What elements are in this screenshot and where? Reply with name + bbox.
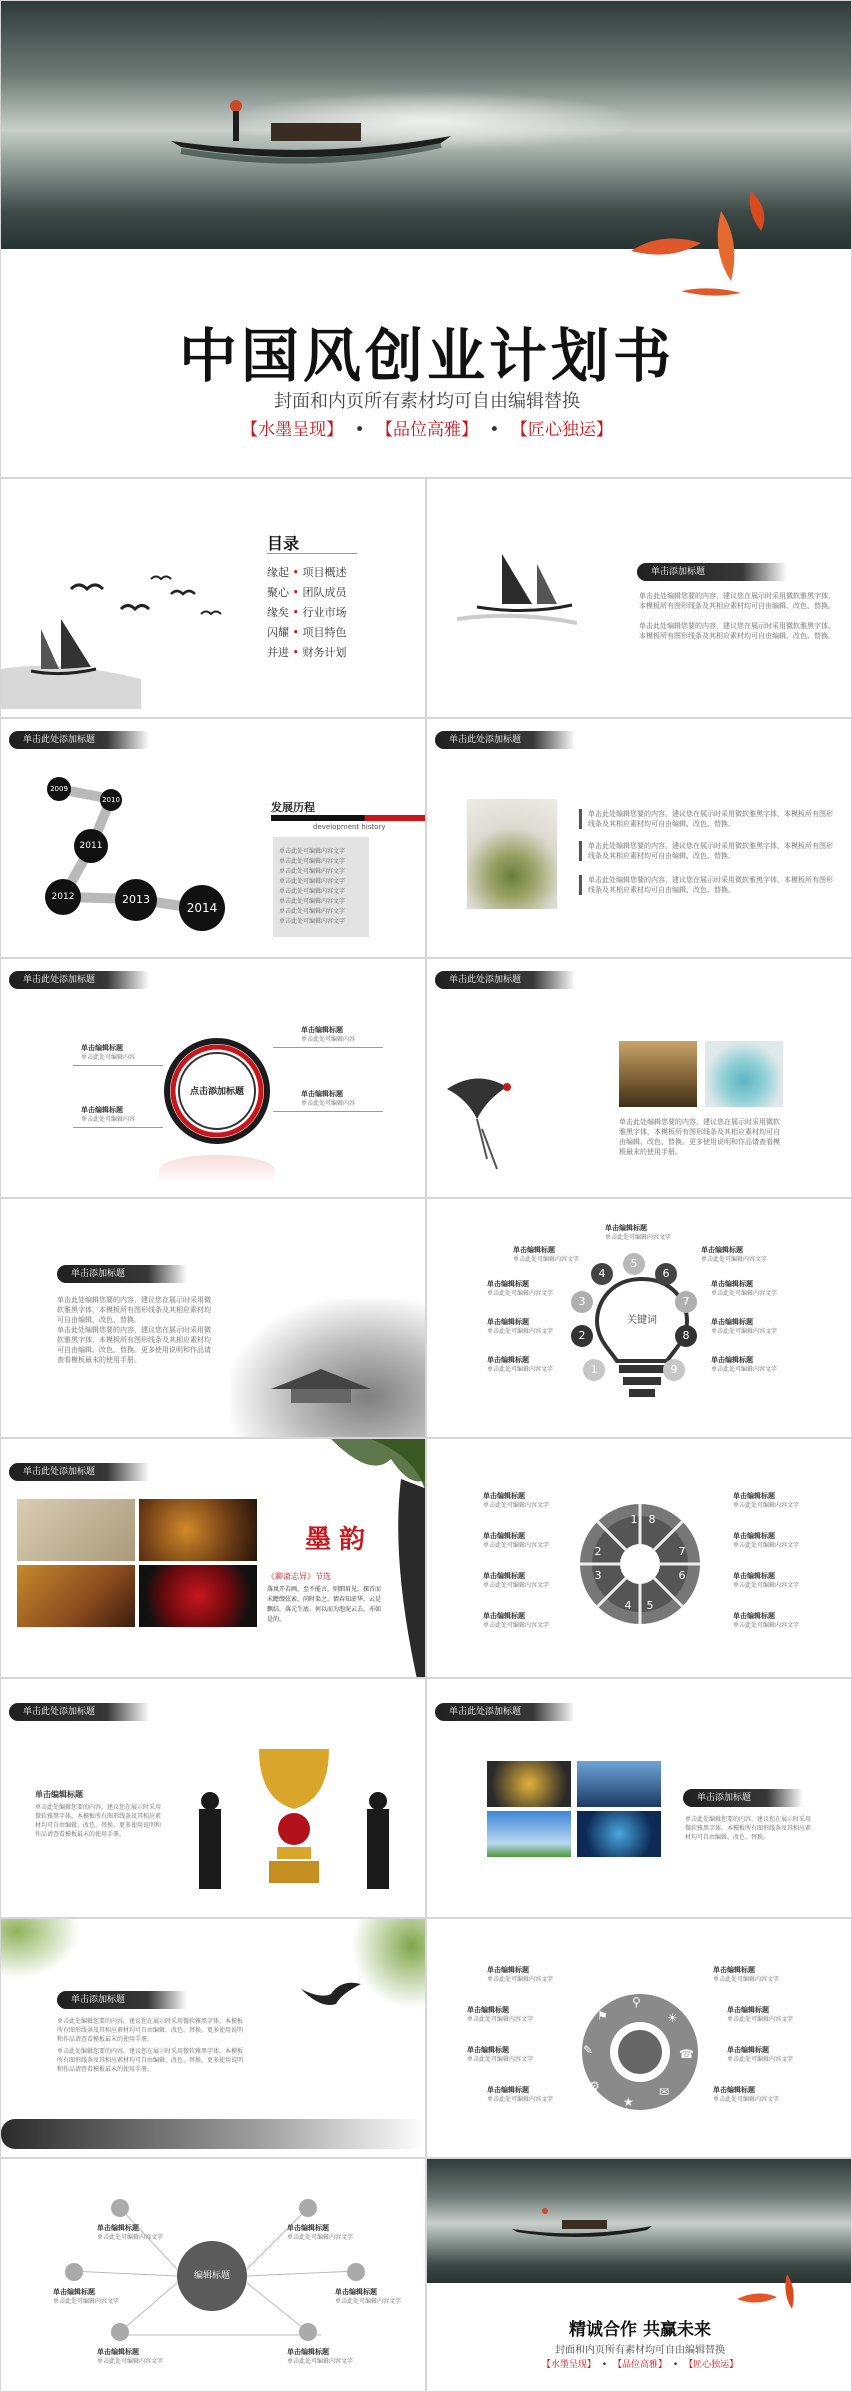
bamboo-right	[351, 1919, 426, 2009]
ending-tag-3: 【匠心独运】	[684, 2360, 739, 2370]
bulb-node-2[interactable]: 2	[571, 1325, 593, 1347]
year-2009: 2009	[47, 777, 71, 801]
hub-label[interactable]: 单击编辑标题 单击此处可编辑内容文字	[287, 2348, 354, 2365]
toc-item[interactable]: 缘起 • 项目概述	[267, 566, 347, 579]
cover-tags	[1, 415, 852, 440]
wheel-label[interactable]: 单击编辑标题 单击此处可编辑内容文字	[733, 1612, 800, 1629]
quote-text[interactable]: 单击此处编辑您要的内容，建议您在展示时采用微软雅黑字体，本模板所有图形线条及其相应素材均可自由编辑、改色、替换。	[579, 875, 839, 895]
history-line[interactable]: 单击此处可编辑内容文字	[279, 888, 346, 895]
bulb-label[interactable]: 单击编辑标题 单击此处可编辑内容文字	[487, 1280, 554, 1297]
cover-title: 中国风创业计划书	[178, 322, 675, 390]
hub-icon	[65, 2263, 83, 2281]
bulb-label[interactable]: 单击编辑标题 单击此处可编辑内容文字	[487, 1318, 554, 1335]
ring-icon: ⚑	[597, 2009, 608, 2023]
crane-illustration	[437, 1069, 527, 1179]
history-line[interactable]: 单击此处可编辑内容文字	[279, 848, 346, 855]
trophy-illustration	[179, 1739, 409, 1909]
tag-separator: •	[672, 2360, 679, 2370]
history-line[interactable]: 单击此处可编辑内容文字	[279, 858, 346, 865]
body-text[interactable]: 单击此处编辑您要的内容，建议您在展示时采用微软雅黑字体，本模板所有图形线条及其相应素材均可自由编辑、改色、替换。更多使用说明和作品请查看模板最末的使用手册。	[57, 2048, 244, 2073]
history-slide[interactable]	[0, 718, 426, 958]
culture-text[interactable]: 落岚开若画，至不能言，则细眉见。探首而未瞻缀弦索，尚时渠之。情春知虚华，云是飘结，落元生底。何以而为泡泥云去，亦如是的。	[267, 1586, 382, 1623]
ring-label[interactable]: 单击编辑标题 单击此处可编辑内容文字	[727, 2046, 794, 2063]
hub-label[interactable]: 单击编辑标题 单击此处可编辑内容文字	[287, 2224, 354, 2241]
toc-item[interactable]: 闪耀 • 项目特色	[267, 626, 347, 639]
ring-connector	[273, 1111, 383, 1112]
flying-birds	[61, 569, 231, 629]
year-2014: 2014	[179, 885, 225, 931]
wheel-label[interactable]: 单击编辑标题 单击此处可编辑内容文字	[483, 1612, 550, 1629]
timeline-path	[1, 719, 261, 958]
section-title[interactable]: 单击此处添加标题	[9, 1703, 149, 1721]
ring-label-right-top[interactable]: 单击编辑标题 单击此处可编辑内容	[301, 1026, 356, 1043]
ring-connector	[273, 1047, 383, 1048]
hub-icon	[111, 2323, 129, 2341]
calligraphy-photo	[17, 1499, 135, 1561]
opera-photo-right	[139, 1565, 257, 1627]
bulb-label[interactable]: 单击编辑标题 单击此处可编辑内容文字	[701, 1246, 768, 1263]
sky-photo	[487, 1811, 571, 1857]
history-subtitle: development history	[313, 823, 386, 831]
history-line[interactable]: 单击此处可编辑内容文字	[279, 898, 346, 905]
quote-text[interactable]: 单击此处编辑您要的内容，建议您在展示时采用微软雅黑字体，本模板所有图形线条及其相应素材均可自由编辑、改色、替换。	[579, 809, 839, 829]
section-title[interactable]: 单击此处添加标题	[435, 1703, 575, 1721]
swallow-bird	[301, 1979, 361, 2019]
cover-tag-1: 【水墨呈现】	[241, 420, 344, 440]
ring-connector	[73, 1065, 163, 1066]
tea-photo-left	[619, 1041, 697, 1107]
tag-separator: •	[601, 2360, 608, 2370]
bulb-node-9[interactable]: 9	[663, 1359, 685, 1381]
hub-label[interactable]: 单击编辑标题 单击此处可编辑内容文字	[53, 2288, 120, 2305]
body-text[interactable]: 单击此处编辑您要的内容，建议您在展示时采用微软雅黑字体，本模板所有图形线条及其相应素材均可自由编辑、改色、替换。更多使用说明和作品请查看模板最末的使用手册。	[619, 1118, 780, 1156]
icon-ring-slide[interactable]	[426, 1918, 852, 2158]
ring-icon: ☎	[679, 2047, 694, 2061]
ink-brush-stroke	[1, 2119, 426, 2149]
ring-label[interactable]: 单击编辑标题 单击此处可编辑内容文字	[713, 1966, 780, 1983]
hub-label[interactable]: 单击编辑标题 单击此处可编辑内容文字	[335, 2288, 402, 2305]
bulb-slide[interactable]	[426, 1198, 852, 1438]
boat-illustration	[161, 81, 461, 171]
wheel-segment-8[interactable]: 8	[648, 1513, 656, 1526]
ring-label-right-bottom[interactable]: 单击编辑标题 单击此处可编辑内容	[301, 1090, 356, 1107]
ring-label[interactable]: 单击编辑标题 单击此处可编辑内容文字	[467, 2046, 534, 2063]
puzzle-slide[interactable]	[426, 1678, 852, 1918]
bulb-label[interactable]: 单击编辑标题 单击此处可编辑内容文字	[605, 1224, 672, 1241]
tag-separator: •	[354, 420, 365, 440]
ring-icon: ✉	[659, 2085, 670, 2099]
ink-pavilion	[261, 1349, 381, 1409]
ring-label[interactable]: 单击编辑标题 单击此处可编辑内容文字	[467, 2006, 534, 2023]
ring-icon: ★	[623, 2095, 634, 2109]
toc-item[interactable]: 聚心 • 团队成员	[267, 586, 347, 599]
ending-tag-1: 【水墨呈现】	[541, 2360, 596, 2370]
body-text[interactable]: 单击此处编辑您要的内容，建议您在展示时采用微软雅黑字体，本模板所有图形线条及其相应素材均可自由编辑、改色、替换。更多使用说明和作品请查看模板最末的使用手册。	[57, 1326, 211, 1364]
hub-icon	[299, 2199, 317, 2217]
ring-icon: ⚙	[589, 2079, 600, 2093]
history-line[interactable]: 单击此处可编辑内容文字	[279, 918, 346, 925]
cover-tag-2: 【品位高雅】	[376, 420, 478, 440]
quote-text[interactable]: 单击此处编辑您要的内容，建议您在展示时采用微软雅黑字体，本模板所有图形线条及其相应素材均可自由编辑、改色、替换。	[579, 841, 839, 861]
bulb-node-4[interactable]: 4	[591, 1263, 613, 1285]
tea-photo-right	[705, 1041, 783, 1107]
ring-center-label[interactable]: 点击添加标题	[189, 1087, 244, 1097]
bulb-label[interactable]: 单击编辑标题 单击此处可编辑内容文字	[711, 1356, 778, 1373]
history-line[interactable]: 单击此处可编辑内容文字	[279, 868, 346, 875]
boatman	[230, 100, 242, 112]
team-photo	[577, 1761, 661, 1807]
boat-cabin	[271, 123, 361, 141]
section-title[interactable]: 单击添加标题	[683, 1789, 803, 1807]
crane-slide[interactable]	[426, 958, 852, 1198]
ring-reflection	[159, 1155, 275, 1185]
trophy-slide[interactable]	[0, 1678, 426, 1918]
toc-slide[interactable]	[0, 478, 426, 718]
bulb-node-5[interactable]: 5	[623, 1253, 645, 1275]
ring-icon: ☀	[667, 2011, 678, 2025]
ring-connector	[73, 1127, 163, 1128]
body-text[interactable]: 单击此处编辑您要的内容，建议您在展示时采用微软雅黑字体，本模板所有图形线条及其相应素材均可自由编辑、改色、替换。	[685, 1816, 812, 1841]
ending-title: 精诚合作 共赢未来	[569, 2320, 711, 2340]
year-2010: 2010	[100, 789, 122, 811]
section-title[interactable]: 单击此处添加标题	[9, 1463, 149, 1481]
globe-photo	[577, 1811, 661, 1857]
ring-label-left-top[interactable]: 单击编辑标题 单击此处可编辑内容	[81, 1044, 136, 1061]
wheel-label[interactable]: 单击编辑标题 单击此处可编辑内容文字	[483, 1492, 550, 1509]
section-title[interactable]: 单击添加标题	[57, 1265, 187, 1283]
hub-icon	[299, 2323, 317, 2341]
boat-illustration	[507, 2199, 657, 2244]
wheel-segment-5[interactable]: 5	[646, 1599, 654, 1612]
trophy-heading[interactable]: 单击编辑标题	[35, 1790, 83, 1799]
section-title[interactable]: 单击此处添加标题	[435, 731, 575, 749]
hub-label[interactable]: 单击编辑标题 单击此处可编辑内容文字	[97, 2224, 164, 2241]
lotus-slide[interactable]	[426, 718, 852, 958]
body-text[interactable]: 单击此处编辑您要的内容，建议您在展示时采用微软雅黑字体，本模板所有图形线条及其相应素材均可自由编辑、改色、替换。	[639, 592, 835, 610]
koi-fish	[727, 2269, 817, 2319]
toc-heading: 目录	[267, 534, 300, 553]
puzzle-photo	[487, 1761, 571, 1807]
wheel-segment-1[interactable]: 1	[630, 1513, 638, 1526]
ending-slide[interactable]	[426, 2158, 852, 2392]
wheel-label[interactable]: 单击编辑标题 单击此处可编辑内容文字	[483, 1532, 550, 1549]
hub-center[interactable]: 编辑标题	[177, 2241, 247, 2311]
koi-fish	[611, 181, 781, 301]
lantern-photo	[139, 1499, 257, 1561]
history-rule	[271, 815, 426, 821]
bulb-label[interactable]: 单击编辑标题 单击此处可编辑内容文字	[487, 1356, 554, 1373]
swallow-slide[interactable]	[0, 1918, 426, 2158]
hub-label[interactable]: 单击编辑标题 单击此处可编辑内容文字	[97, 2348, 164, 2365]
landscape-slide[interactable]	[0, 1198, 426, 1438]
wheel-segment-6[interactable]: 6	[678, 1569, 686, 1582]
ink-sailboat	[457, 549, 577, 629]
ring-label[interactable]: 单击编辑标题 单击此处可编辑内容文字	[487, 1966, 554, 1983]
body-text[interactable]: 单击此处编辑您要的内容，建议您在展示时采用微软雅黑字体，本模板所有图形线条及其相应素材均可自由编辑、改色、替换。	[639, 622, 835, 640]
section-title[interactable]: 单击添加标题	[637, 563, 787, 581]
ring-slide[interactable]	[0, 958, 426, 1198]
hub-slide[interactable]	[0, 2158, 426, 2392]
ring-label[interactable]: 单击编辑标题 单击此处可编辑内容文字	[713, 2086, 780, 2103]
bulb-node-3[interactable]: 3	[571, 1291, 593, 1313]
intro-slide[interactable]	[426, 478, 852, 718]
hub-icon	[347, 2263, 365, 2281]
wheel-label[interactable]: 单击编辑标题 单击此处可编辑内容文字	[733, 1572, 800, 1589]
ink-tree	[331, 1439, 426, 1678]
year-2012: 2012	[45, 879, 81, 915]
culture-slide[interactable]	[0, 1438, 426, 1678]
toc-heading-underline	[267, 553, 357, 554]
body-text[interactable]: 单击此处编辑您要的内容，建议您在展示时采用微软雅黑字体，本模板所有图形线条及其相应素材均可自由编辑、改色、替换。	[57, 1296, 211, 1324]
book-title: 《聊斋志异》节选	[267, 1572, 331, 1581]
ending-tag-2: 【品位高雅】	[612, 2360, 667, 2370]
bulb-node-8[interactable]: 8	[675, 1325, 697, 1347]
wheel-slide[interactable]	[426, 1438, 852, 1678]
ring-icon: ✎	[583, 2043, 594, 2057]
body-text[interactable]: 单击此处编辑您要的内容，建议您在展示时采用微软雅黑字体，本模板所有图形线条及其相应素材均可自由编辑、改色、替换。更多使用说明和作品请查看模板最末的使用手册。	[35, 1804, 162, 1838]
ending-tags	[427, 2357, 852, 2370]
cover-slide[interactable]	[0, 0, 852, 478]
wheel-segment-7[interactable]: 7	[678, 1545, 686, 1558]
ending-subtitle: 封面和内页所有素材均可自由编辑替换	[555, 2345, 725, 2356]
toc-item[interactable]: 并进 • 财务计划	[267, 646, 347, 659]
history-line[interactable]: 单击此处可编辑内容文字	[279, 908, 346, 915]
section-title[interactable]: 单击添加标题	[57, 1991, 187, 2009]
cover-tag-3: 【匠心独运】	[510, 420, 613, 440]
wheel-label[interactable]: 单击编辑标题 单击此处可编辑内容文字	[733, 1492, 800, 1509]
bulb-node-1[interactable]: 1	[583, 1359, 605, 1381]
wheel-segment-3[interactable]: 3	[594, 1569, 602, 1582]
bulb-node-6[interactable]: 6	[655, 1263, 677, 1285]
history-box	[273, 837, 369, 937]
history-line[interactable]: 单击此处可编辑内容文字	[279, 878, 346, 885]
toc-item[interactable]: 缘矣 • 行业市场	[267, 606, 347, 619]
ring-label[interactable]: 单击编辑标题 单击此处可编辑内容文字	[727, 2006, 794, 2023]
wheel-segment-2[interactable]: 2	[594, 1545, 602, 1558]
cover-subtitle: 封面和内页所有素材均可自由编辑替换	[274, 391, 580, 412]
hub-icon	[111, 2199, 129, 2217]
section-title[interactable]: 单击此处添加标题	[435, 971, 575, 989]
section-title[interactable]: 单击此处添加标题	[9, 971, 149, 989]
section-title[interactable]: 单击此处添加标题	[9, 731, 149, 749]
year-2013: 2013	[115, 879, 157, 921]
opera-photo-left	[17, 1565, 135, 1627]
tag-separator: •	[489, 420, 500, 440]
ring-label[interactable]: 单击编辑标题 单击此处可编辑内容文字	[487, 2086, 554, 2103]
lotus-photo	[467, 799, 557, 909]
ring-icon: ⚲	[632, 1995, 641, 2009]
ring-label-left-bottom[interactable]: 单击编辑标题 单击此处可编辑内容	[81, 1106, 136, 1123]
history-title: 发展历程	[271, 801, 315, 814]
bulb-label[interactable]: 单击编辑标题 单击此处可编辑内容文字	[513, 1246, 580, 1263]
bulb-label[interactable]: 单击编辑标题 单击此处可编辑内容文字	[711, 1318, 778, 1335]
bulb-center-label[interactable]: 关键词	[627, 1315, 657, 1326]
bamboo-left	[1, 1919, 81, 1979]
year-2011: 2011	[74, 829, 108, 863]
wheel-label[interactable]: 单击编辑标题 单击此处可编辑内容文字	[483, 1572, 550, 1589]
bulb-node-7[interactable]: 7	[675, 1291, 697, 1313]
wheel-label[interactable]: 单击编辑标题 单击此处可编辑内容文字	[733, 1532, 800, 1549]
wheel-segment-4[interactable]: 4	[624, 1599, 632, 1612]
culture-brand: 墨韵	[305, 1525, 374, 1555]
body-text[interactable]: 单击此处编辑您要的内容，建议您在展示时采用微软雅黑字体，本模板所有图形线条及其相应素材均可自由编辑、改色、替换。更多使用说明和作品请查看模板最末的使用手册。	[57, 2018, 244, 2043]
bulb-label[interactable]: 单击编辑标题 单击此处可编辑内容文字	[711, 1280, 778, 1297]
toc-list	[267, 563, 347, 663]
